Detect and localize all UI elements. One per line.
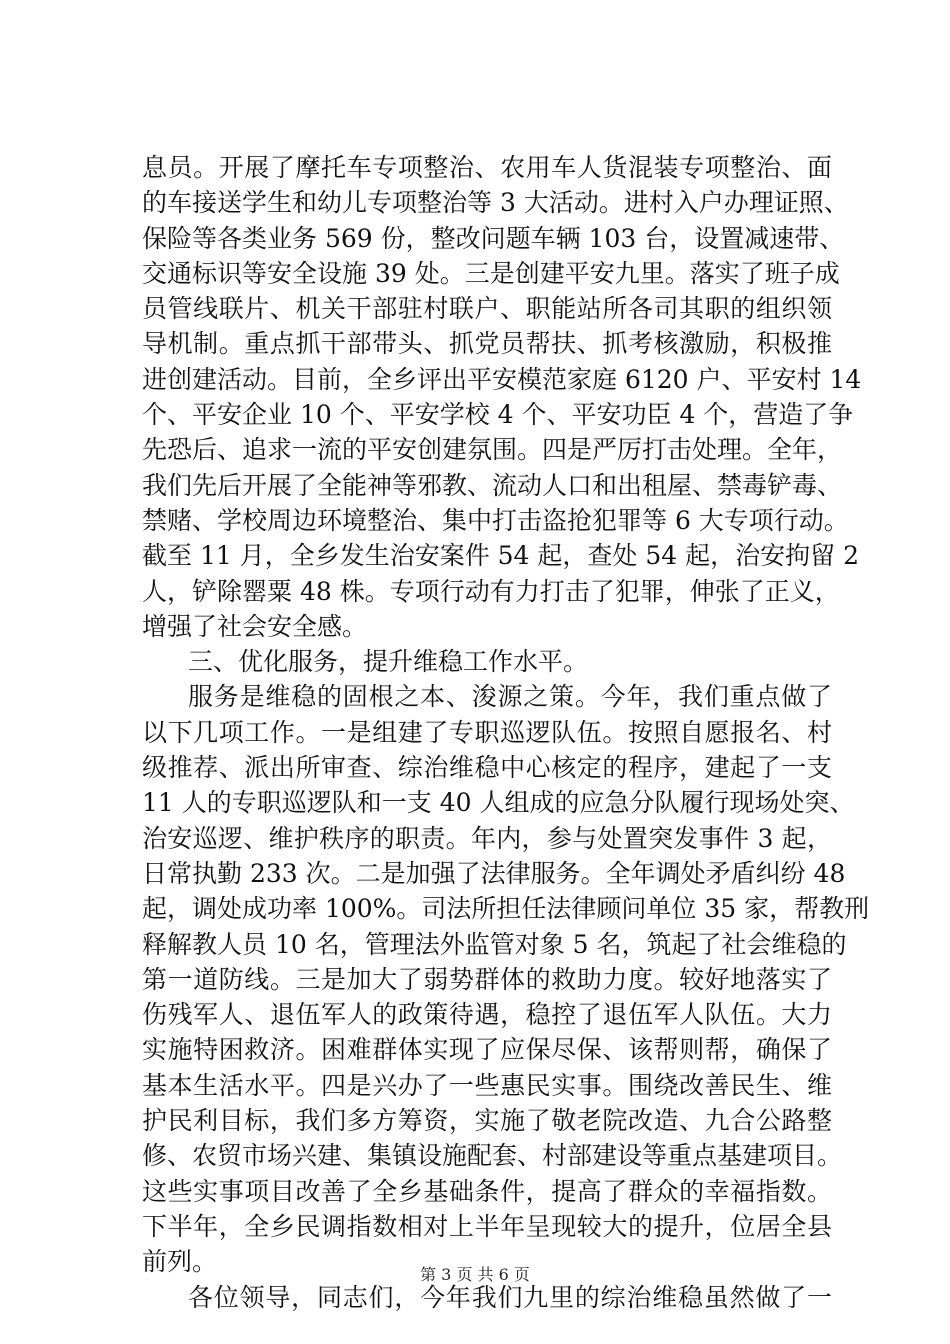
text-line: 以下几项工作。一是组建了专职巡逻队伍。按照自愿报名、村 (142, 717, 832, 747)
text-line: 交通标识等安全设施 39 处。三是创建平安九里。落实了班子成 (142, 258, 840, 288)
text-line: 治安巡逻、维护秩序的职责。年内，参与处置突发事件 3 起， (142, 823, 832, 853)
text-line: 增强了社会安全感。 (142, 611, 368, 641)
text-line: 实施特困救济。困难群体实现了应保尽保、该帮则帮，确保了 (142, 1035, 832, 1065)
text-line: 人，铲除罂粟 48 株。专项行动有力打击了犯罪，伸张了正义， (142, 576, 840, 606)
text-line: 第一道防线。三是加大了弱势群体的救助力度。较好地落实了 (142, 964, 832, 994)
text-line: 导机制。重点抓干部带头、抓党员帮扶、抓考核激励，积极推 (142, 329, 832, 359)
text-line: 进创建活动。目前，全乡评出平安模范家庭 6120 户、平安村 14 (142, 364, 862, 394)
text-line: 我们先后开展了全能神等邪教、流动人口和出租屋、禁毒铲毒、 (142, 470, 843, 500)
text-line: 个、平安企业 10 个、平安学校 4 个、平安功臣 4 个，营造了争 (142, 400, 854, 430)
text-line: 起，调处成功率 100%。司法所担任法律顾问单位 35 家，帮教刑 (142, 894, 870, 924)
text-line: 各位领导，同志们，今年我们九里的综治维稳虽然做了一 (188, 1282, 832, 1312)
text-line: 三、优化服务，提升维稳工作水平。 (188, 647, 589, 677)
text-line: 基本生活水平。四是兴办了一些惠民实事。围绕改善民生、维 (142, 1070, 832, 1100)
text-line: 伤残军人、退伍军人的政策待遇，稳控了退伍军人队伍。大力 (142, 1000, 832, 1030)
text-line: 息员。开展了摩托车专项整治、农用车人货混装专项整治、面 (142, 153, 832, 182)
document-body (142, 150, 870, 1315)
text-line: 禁赌、学校周边环境整治、集中打击盗抢犯罪等 6 大专项行动。 (142, 505, 849, 535)
page-footer: 第 3 页 共 6 页 (420, 1265, 530, 1284)
text-line: 日常执勤 233 次。二是加强了法律服务。全年调处矛盾纠纷 48 (142, 858, 846, 888)
text-line: 这些实事项目改善了全乡基础条件，提高了群众的幸福指数。 (142, 1176, 832, 1206)
text-line: 前列。 (142, 1247, 218, 1277)
text-line: 服务是维稳的固根之本、浚源之策。今年，我们重点做了 (188, 682, 832, 712)
text-line: 保险等各类业务 569 份，整改问题车辆 103 台，设置减速带、 (142, 223, 845, 253)
text-line: 修、农贸市场兴建、集镇设施配套、村部建设等重点基建项目。 (142, 1141, 843, 1171)
text-line: 下半年，全乡民调指数相对上半年呈现较大的提升，位居全县 (142, 1211, 832, 1241)
text-line: 级推荐、派出所审查、综治维稳中心核定的程序，建起了一支 (142, 753, 832, 783)
text-line: 先恐后、追求一流的平安创建氛围。四是严厉打击处理。全年， (142, 435, 843, 465)
text-line: 11 人的专职巡逻队和一支 40 人组成的应急分队履行现场处突、 (142, 788, 855, 818)
text-line: 截至 11 月，全乡发生治安案件 54 起，查处 54 起，治安拘留 2 (142, 541, 859, 571)
text-line: 的车接送学生和幼儿专项整治等 3 大活动。进村入户办理证照、 (142, 188, 849, 218)
text-line: 护民利目标，我们多方筹资，实施了敬老院改造、九合公路整 (142, 1106, 832, 1136)
text-line: 释解教人员 10 名，管理法外监管对象 5 名，筑起了社会维稳的 (142, 929, 847, 959)
text-line: 员管线联片、机关干部驻村联户、职能站所各司其职的组织领 (142, 294, 832, 324)
